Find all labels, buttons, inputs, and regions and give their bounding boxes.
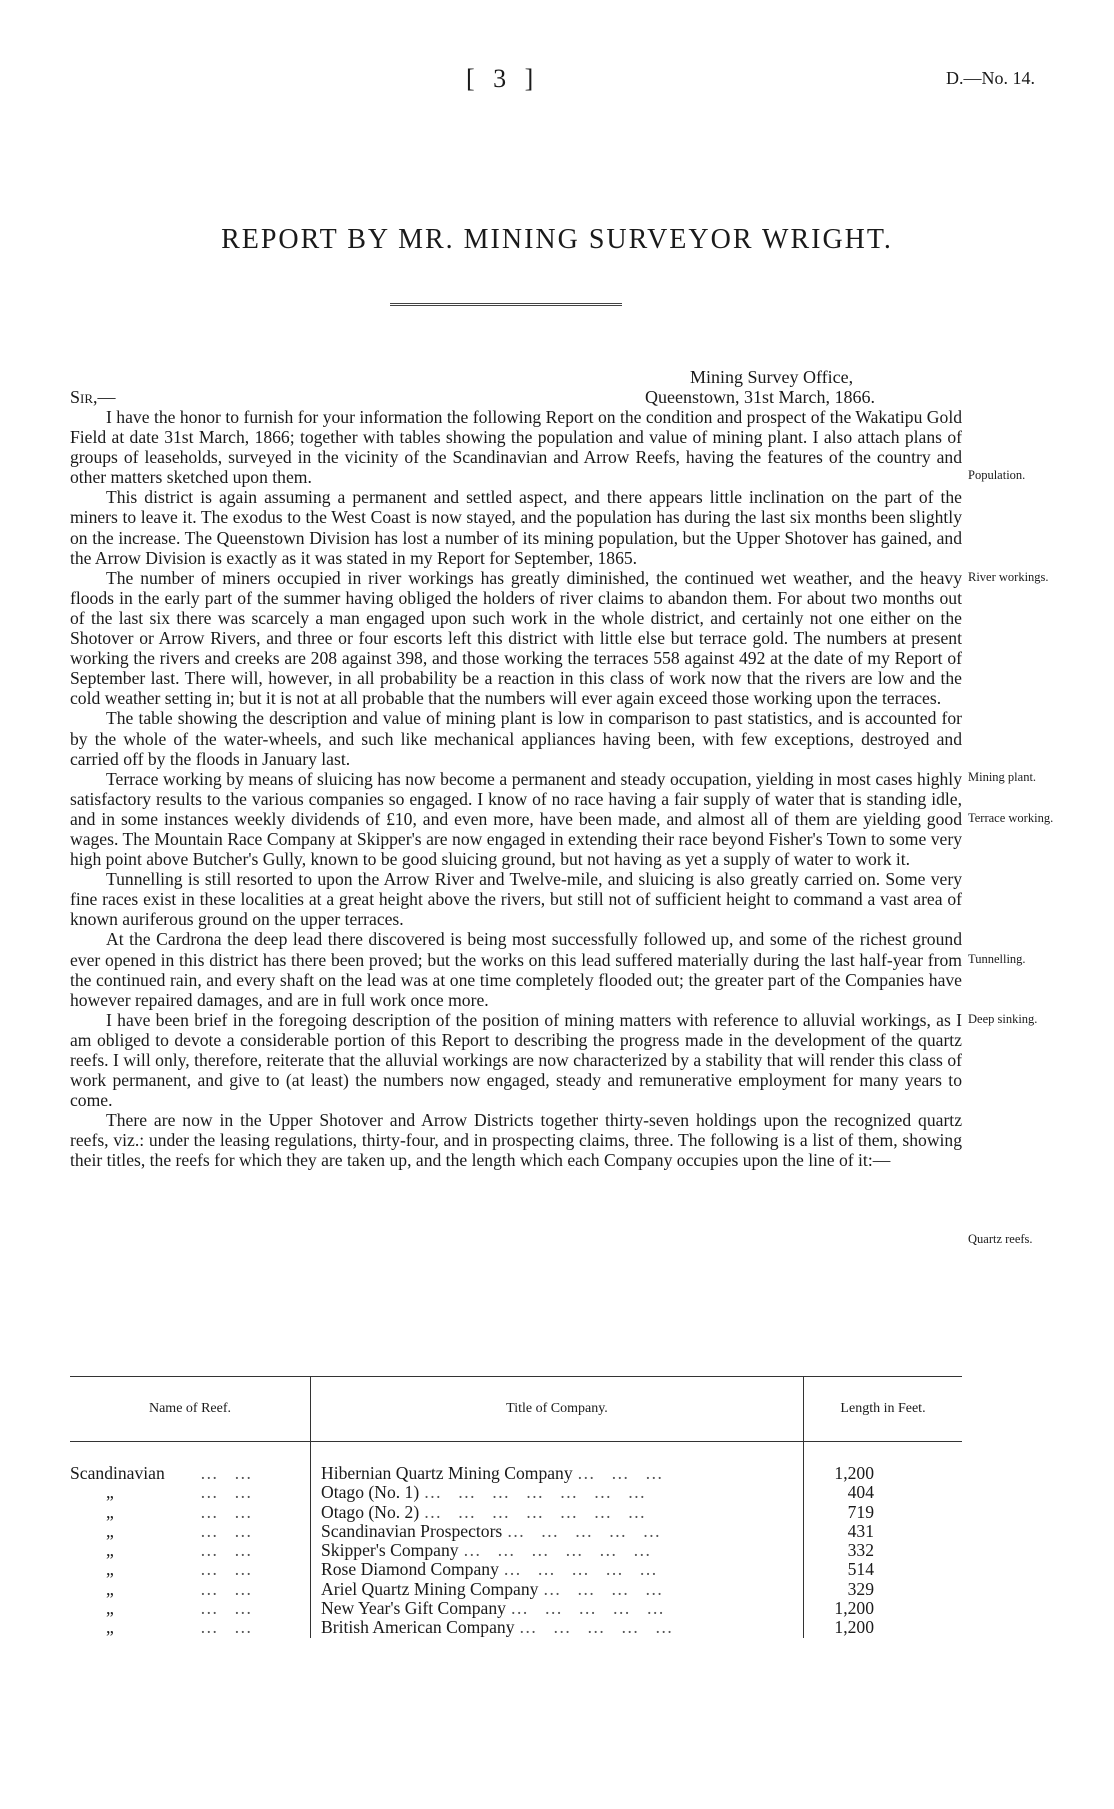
dot-leader: … … … … <box>542 1578 669 1599</box>
company-title: New Year's Gift Company <box>321 1598 506 1619</box>
company-title: Hibernian Quartz Mining Company <box>321 1463 573 1483</box>
reef-name: „ <box>106 1617 114 1638</box>
dot-leader: … … <box>200 1520 258 1541</box>
length-feet: 329 <box>847 1578 874 1599</box>
dot-leader: … … … … … <box>503 1559 663 1580</box>
table-row <box>70 1541 962 1560</box>
dot-leader: … … <box>200 1482 258 1503</box>
length-feet: 431 <box>847 1520 874 1541</box>
paragraph-7: At the Cardrona the deep lead there discovered is being most successfully followed up, and some of the richest ground ever opened in this district has there been proved; but the works on this lead suffered materially during the last half-year from the continued rain, and every shaft on the lead was at one time completely flooded out; the greater part of the Companies have however repaired damages, and are in full work once more. <box>70 929 962 1010</box>
company-title: Otago (No. 1) <box>321 1482 420 1503</box>
reef-name: „ <box>106 1482 114 1503</box>
salutation: Sir,— <box>70 387 116 407</box>
table-row <box>70 1580 962 1599</box>
dot-leader: … … <box>200 1578 258 1599</box>
page-number: [ 3 ] <box>466 64 540 93</box>
margin-note-population: Population. <box>968 468 1026 482</box>
length-feet: 1,200 <box>834 1598 874 1619</box>
report-title: REPORT BY MR. MINING SURVEYOR WRIGHT. <box>221 224 893 255</box>
paragraph-2: This district is again assuming a permanent and settled aspect, and there appears little inclination on the part of the miners to leave it. The exodus to the West Coast is now stayed, and the population has during the last six months been slightly on the increase. The Queenstown Division has lost a number of its mining population, but the Upper Shotover has gained, and the Arrow Division is exactly as it was stated in my Report for September, 1865. <box>70 487 962 568</box>
length-feet: 719 <box>847 1501 874 1522</box>
dot-leader: … … <box>200 1598 258 1619</box>
page-header <box>0 64 1114 94</box>
length-feet: 404 <box>847 1482 874 1503</box>
company-title: Rose Diamond Company <box>321 1559 499 1580</box>
dot-leader: … … <box>200 1617 258 1638</box>
margin-note-deep-sinking: Deep sinking. <box>968 1012 1038 1026</box>
title-divider <box>390 303 622 306</box>
paragraph-5: Terrace working by means of sluicing has now become a permanent and steady occupation, yielding in most cases highly satisfactory results to the various companies so engaged. I know of no race having a fair supply of water that is standing idle, and in some instances weekly dividends of £10, and even more, have been made, and almost all of them are yielding good wages. The Mountain Race Company at Skipper's are now engaged in extending their race beyond Fisher's Town to some very high point above Butcher's Gully, known to be good sluicing ground, but not having as yet a supply of water to work it. <box>70 768 962 870</box>
dot-leader: … … <box>200 1559 258 1580</box>
company-title: British American Company <box>321 1617 515 1638</box>
table-row <box>70 1522 962 1541</box>
company-title: Scandinavian Prospectors <box>321 1520 503 1541</box>
paragraph-8: I have been brief in the foregoing description of the position of mining matters with reference to alluvial workings, as I am obliged to devote a considerable portion of this Report to describing the progress made in the development of the quartz reefs. I will only, therefore, reiterate that the alluvial workings are now characterized by a stability that will render this class of work permanent, and give to (at least) the numbers now engaged, steady and remunerative employment for many years to come. <box>70 1009 962 1111</box>
dot-leader: … … … … … <box>506 1520 667 1541</box>
margin-note-tunnelling: Tunnelling. <box>968 952 1026 966</box>
length-feet: 1,200 <box>834 1617 874 1638</box>
document-reference: D.—No. 14. <box>946 68 1035 88</box>
reef-name: „ <box>106 1540 114 1561</box>
dot-leader: … … … … … <box>518 1617 679 1638</box>
reef-name: „ <box>106 1598 114 1619</box>
paragraph-6: Tunnelling is still resorted to upon the Arrow River and Twelve-mile, and sluicing is also greatly carried on. Some very fine races exist in these localities at a great height above the rivers, but still not of sufficient height to command a vast area of known auriferous ground on the upper terraces. <box>70 869 962 930</box>
length-feet: 514 <box>847 1559 874 1580</box>
quartz-reef-holdings-table <box>70 1376 962 1638</box>
dot-leader: … … <box>200 1501 258 1522</box>
dot-leader: … … … … … <box>510 1598 670 1619</box>
table-row <box>70 1483 962 1502</box>
address-line-2: Queenstown, 31st March, 1866. <box>645 387 875 407</box>
dot-leader: … … … … … … <box>462 1540 657 1561</box>
report-body <box>70 407 962 1171</box>
header-length-in-feet: Length in Feet. <box>804 1377 963 1442</box>
length-feet: 332 <box>847 1540 874 1561</box>
company-title: Otago (No. 2) <box>321 1501 420 1522</box>
margin-note-terrace-working: Terrace working. <box>968 811 1054 825</box>
sender-address <box>645 367 875 407</box>
dot-leader: … … <box>200 1463 258 1483</box>
reef-name: „ <box>106 1578 114 1599</box>
paragraph-1: I have the honor to furnish for your information the following Report on the condition and prospect of the Wakatipu Gold Field at date 31st March, 1866; together with tables showing the population and value of mining plant. I also attach plans of groups of leaseholds, surveyed in the vicinity of the Scandinavian and Arrow Reefs, having the features of the country and other matters sketched upon them. <box>70 407 962 488</box>
company-title: Ariel Quartz Mining Company <box>321 1578 539 1599</box>
dot-leader: … … … <box>577 1463 669 1483</box>
table-row <box>70 1599 962 1618</box>
address-line-1: Mining Survey Office, <box>690 367 854 387</box>
table-row <box>70 1618 962 1637</box>
reef-name: „ <box>106 1501 114 1522</box>
reef-name: „ <box>106 1559 114 1580</box>
header-title-of-company: Title of Company. <box>311 1377 804 1442</box>
paragraph-3: The number of miners occupied in river workings has greatly diminished, the continued wet weather, and the heavy floods in the early part of the summer having obliged the holders of river claims to abandon them. For about two months out of the last six there was scarcely a man engaged upon such work in the whole district, and certainly not one either on the Shotover or Arrow Rivers, and three or four escorts left this district with little else but terrace gold. The numbers at present working the rivers and creeks are 208 against 398, and those working the terraces 558 against 492 at the date of my Report of September last. There will, however, in all probability be a reaction in this class of work now that the rivers are low and the cold weather setting in; but it is not at all probable that the numbers will ever again exceed those working upon the terraces. <box>70 567 962 709</box>
reef-name: „ <box>106 1520 114 1541</box>
length-feet: 1,200 <box>834 1463 874 1483</box>
reef-name: Scandinavian <box>70 1463 165 1483</box>
paragraph-4: The table showing the description and value of mining plant is low in comparison to past statistics, and is accounted for by the whole of the water-wheels, and such like mechanical appliances having been, with few exceptions, destroyed and carried off by the floods in January last. <box>70 708 962 769</box>
table-header-row <box>70 1377 962 1442</box>
dot-leader: … … … … … … … <box>423 1501 652 1522</box>
table-row <box>70 1503 962 1522</box>
company-title: Skipper's Company <box>321 1540 459 1561</box>
margin-note-mining-plant: Mining plant. <box>968 770 1037 784</box>
dot-leader: … … <box>200 1540 258 1561</box>
table-row <box>70 1560 962 1579</box>
header-name-of-reef: Name of Reef. <box>70 1377 311 1442</box>
margin-note-quartz-reefs: Quartz reefs. <box>968 1232 1033 1246</box>
table-row <box>70 1442 962 1484</box>
dot-leader: … … … … … … … <box>423 1482 652 1503</box>
margin-note-river-workings: River workings. <box>968 570 1049 584</box>
paragraph-9: There are now in the Upper Shotover and Arrow Districts together thirty-seven holdings upon the recognized quartz reefs, viz.: under the leasing regulations, thirty-four, and in prospecting claims, three. The following is a list of them, showing their titles, the reefs for which they are taken up, and the length which each Company occupies upon the line of it:— <box>70 1110 962 1171</box>
